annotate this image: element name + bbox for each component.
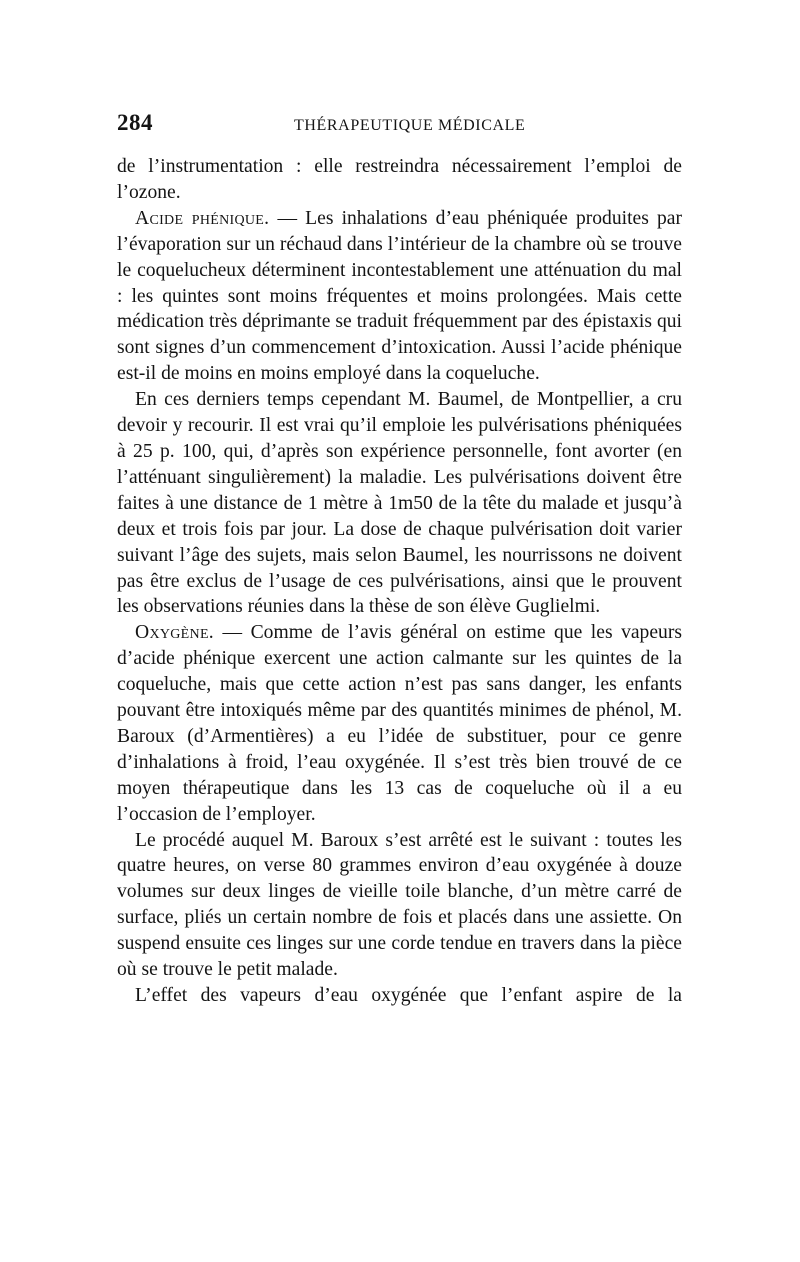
paragraph-continuation (117, 154, 682, 206)
section-heading-acide-phenique: Acide phénique. (135, 207, 270, 229)
paragraph-procede-baroux (117, 828, 682, 983)
paragraph-text: Le procédé auquel M. Baroux s’est arrêté est le suivant : toutes les quatre heures, on verse 80 grammes environ d’eau oxygénée à douze volumes sur deux linges de vieille toile blanche, d’un mètre carré de surface, pliés un certain nombre de fois et placés dans une assiette. On suspend ensuite ces linges sur une corde tendue en travers dans la pièce où se trouve le petit malade. (117, 829, 682, 981)
running-title: THÉRAPEUTIQUE MÉDICALE (294, 117, 526, 134)
body-text (117, 154, 682, 1009)
paragraph-baumel (117, 387, 682, 620)
paragraph-oxygene (117, 620, 682, 827)
book-page (117, 110, 682, 1009)
paragraph-text: L’effet des vapeurs d’eau oxygénée que l’enfant aspire de la (135, 985, 682, 1006)
paragraph-text: de l’instrumentation : elle restreindra nécessairement l’emploi de l’ozone. (117, 156, 682, 203)
paragraph-text: En ces derniers temps cependant M. Baumel, de Montpellier, a cru devoir y recourir. Il est vrai qu’il emploie les pulvérisations phéniquées à 25 p. 100, qui, d’après son expérience personnelle, font avorter (en l’atténuant singulièrement) la maladie. Les pulvérisations doivent être faites à une distance de 1 mètre à 1m50 de la tête du malade et jusqu’à deux et trois fois par jour. La dose de chaque pulvérisation doit varier suivant l’âge des sujets, mais selon Baumel, les nourrissons ne doivent pas être exclus de l’usage de ces pulvérisations, ainsi que le prouvent les observations réunies dans la thèse de son élève Guglielmi. (117, 389, 682, 618)
paragraph-text: — Les inhalations d’eau phéniquée produites par l’évaporation sur un réchaud dans l’intérieur de la chambre où se trouve le coquelucheux déterminent incontestablement une atténuation du mal : les quintes sont moins fréquentes et moins prolongées. Mais cette médication très déprimante se traduit fréquemment par des épistaxis qui sont signes d’un commencement d’intoxication. Aussi l’acide phénique est-il de moins en moins employé dans la coqueluche. (117, 207, 682, 385)
running-head (117, 110, 682, 146)
paragraph-effet-vapeurs (117, 983, 682, 1009)
page-number: 284 (117, 110, 153, 135)
paragraph-acide-phenique (117, 206, 682, 387)
paragraph-text: — Comme de l’avis général on estime que les vapeurs d’acide phénique exercent une action calmante sur les quintes de la coqueluche, mais que cette action n’est pas sans danger, les enfants pouvant être intoxiqués même par des quantités minimes de phénol, M. Baroux (d’Armentières) a eu l’idée de substituer, pour ce genre d’inhalations à froid, l’eau oxygénée. Il s’est très bien trouvé de ce moyen thérapeutique dans les 13 cas de coqueluche où il a eu l’occasion de l’employer. (117, 622, 682, 825)
section-heading-oxygene: Oxygène. (135, 622, 214, 644)
